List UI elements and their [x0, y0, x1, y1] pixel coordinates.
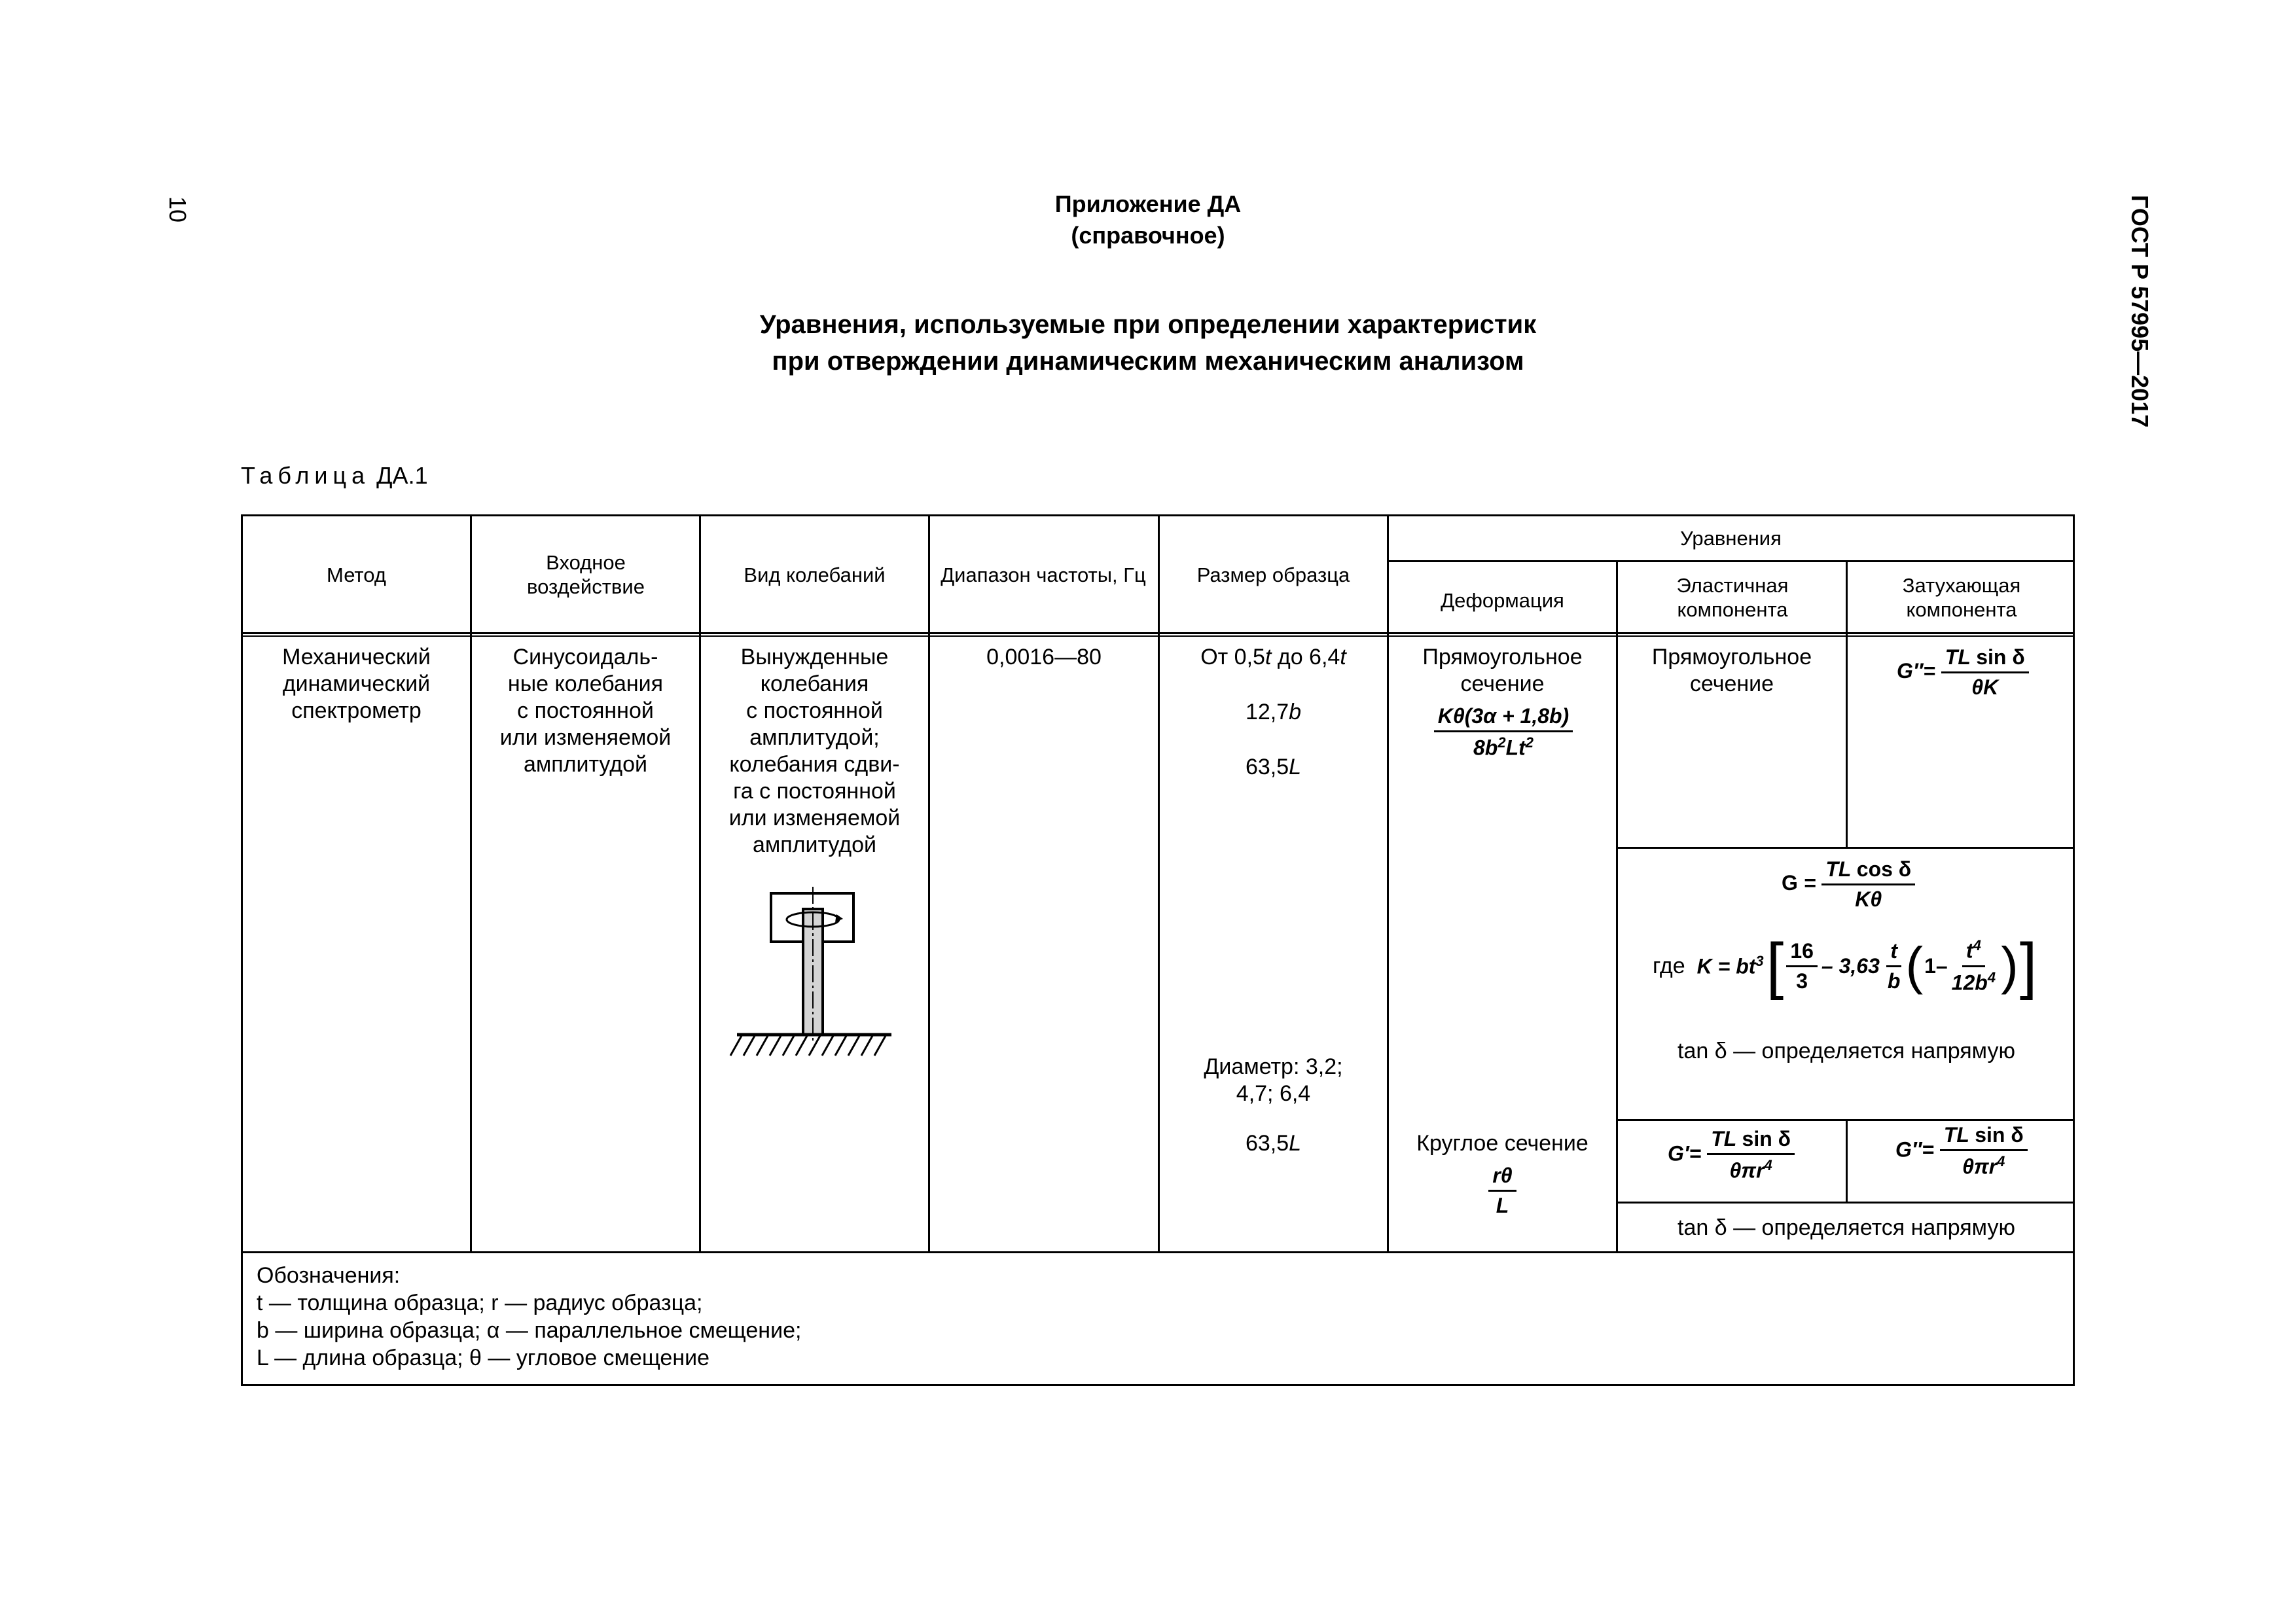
- deformation-rect-line: Прямоугольное: [1422, 645, 1583, 669]
- doc-title: [0, 306, 2296, 380]
- header-vibration: Вид колебаний: [744, 563, 886, 586]
- ground-hatching: [730, 1035, 886, 1056]
- size-length-value: 63,5: [1245, 755, 1289, 779]
- appendix-heading: [0, 188, 2296, 251]
- size-diameter-line-2: 4,7; 6,4: [1236, 1081, 1311, 1106]
- torsion-fixture-diagram: [726, 887, 897, 1060]
- cell-vibration: [701, 644, 928, 859]
- header-method: Метод: [327, 563, 386, 586]
- notes-line-1: t — толщина образца; r — радиус образца;: [257, 1291, 703, 1315]
- k-definition-formula: где $K = bt^3$ [ $\frac{16}{3}$ – 3,63 $\frac{t}{b}$ ( 1– $\frac{t^4}{12b^4}$ ) ]: [1653, 931, 2037, 1001]
- deformation-round-label: Круглое сечение: [1416, 1131, 1588, 1156]
- deformation-rect-label: [1389, 644, 1616, 698]
- size-b: b: [1289, 700, 1302, 724]
- size-thickness-from: От 0,5: [1200, 645, 1265, 669]
- elastic-rect-line: Прямоугольное: [1651, 645, 1812, 669]
- col-line-7b: [1846, 1120, 1848, 1203]
- page-number: 10: [164, 196, 191, 223]
- table-caption-id: ДА.1: [376, 462, 428, 489]
- doc-title-line-2: при отверждении динамическим механическим анализом: [772, 347, 1524, 376]
- input-line: с постоянной: [517, 698, 654, 723]
- header-damping: Затухающая компонента: [1902, 574, 2021, 621]
- elastic-rect-line: сечение: [1689, 671, 1774, 696]
- vibration-line: или изменяемой: [728, 806, 901, 830]
- size-thickness: [1160, 644, 1387, 671]
- deformation-round-formula: $\frac{r\theta}{L}$: [1389, 1164, 1616, 1218]
- vibration-line: Вынужденные: [740, 645, 889, 669]
- notes-line-3: L — длина образца; θ — угловое смещение: [257, 1346, 710, 1370]
- size-round-l: L: [1289, 1131, 1302, 1156]
- deformation-rect-formula: $\frac{K\theta(3\alpha + 1,8b)}{8b^2Lt^2}$: [1422, 704, 1585, 760]
- tan-round: tan δ — определяется напрямую: [1677, 1215, 2015, 1240]
- size-l: L: [1289, 755, 1302, 779]
- cell-freq: 0,0016—80: [986, 645, 1102, 669]
- table-caption-word: Таблица: [241, 462, 370, 489]
- input-line: амплитудой: [523, 752, 648, 777]
- input-line: или изменяемой: [499, 725, 672, 750]
- header-equations: Уравнения: [1680, 527, 1782, 550]
- cell-method: [243, 644, 470, 724]
- doc-title-line-1: Уравнения, используемые при определении характеристик: [759, 310, 1537, 339]
- cell-input: [472, 644, 699, 778]
- size-round-length: [1160, 1130, 1387, 1157]
- size-length: [1160, 754, 1387, 781]
- size-width: [1160, 699, 1387, 726]
- vibration-line: колебания сдви-: [729, 752, 900, 777]
- vibration-line: амплитудой: [752, 832, 877, 857]
- method-line: Механический: [282, 645, 431, 669]
- method-line: динамический: [282, 671, 431, 696]
- size-diameter-line-1: Диаметр: 3,2;: [1204, 1054, 1343, 1079]
- header-deformation: Деформация: [1441, 588, 1564, 612]
- size-t1: t: [1265, 645, 1272, 669]
- header-input: Входное воздействие: [527, 551, 645, 598]
- vibration-line: колебания: [760, 671, 869, 696]
- elastic-rect-formula: G = $\frac{\text{TL cos δ}}{K\theta}$: [1782, 857, 1915, 912]
- notes-line-2: b — ширина образца; α — параллельное смещение;: [257, 1318, 802, 1343]
- vibration-line: га с постоянной: [733, 779, 896, 804]
- where-label: где: [1653, 953, 1685, 978]
- input-line: Синусоидаль-: [512, 645, 658, 669]
- col-line-1: [470, 514, 472, 1253]
- input-line: ные колебания: [507, 671, 664, 696]
- size-round-length-value: 63,5: [1245, 1131, 1289, 1156]
- method-line: спектрометр: [291, 698, 422, 723]
- elastic-rect-label: [1618, 644, 1846, 698]
- size-thickness-to: до 6,4: [1271, 645, 1340, 669]
- size-t2: t: [1340, 645, 1346, 669]
- elastic-round-formula: G′= $\frac{\text{TL sin δ}}{\theta\pi r^4}$: [1668, 1127, 1795, 1183]
- size-diameter: [1160, 1054, 1387, 1107]
- vibration-line: с постоянной: [746, 698, 883, 723]
- notes: [257, 1262, 801, 1372]
- col-line-3: [928, 514, 930, 1253]
- standard-code: ГОСТ Р 57995—2017: [2126, 195, 2153, 428]
- appendix-subtitle: (справочное): [1071, 222, 1225, 249]
- appendix-title: Приложение ДА: [1054, 190, 1242, 217]
- header-size: Размер образца: [1196, 563, 1350, 586]
- deformation-rect-line: сечение: [1460, 671, 1545, 696]
- tan-rect: tan δ — определяется напрямую: [1677, 1039, 2015, 1063]
- notes-title: Обозначения:: [257, 1263, 401, 1288]
- header-freq: Диапазон частоты, Гц: [941, 563, 1146, 586]
- damping-round-formula: G″= $\frac{\text{TL sin δ}}{\theta\pi r^4}$: [1895, 1123, 2028, 1179]
- header-elastic: Эластичная компонента: [1676, 574, 1789, 621]
- size-width-value: 12,7: [1245, 700, 1289, 724]
- col-line-7a: [1846, 561, 1848, 847]
- damping-rect-formula: G″= $\frac{\text{TL sin δ}}{\theta K}$: [1897, 645, 2029, 700]
- table-caption: [241, 462, 428, 490]
- vibration-line: амплитудой;: [749, 725, 880, 750]
